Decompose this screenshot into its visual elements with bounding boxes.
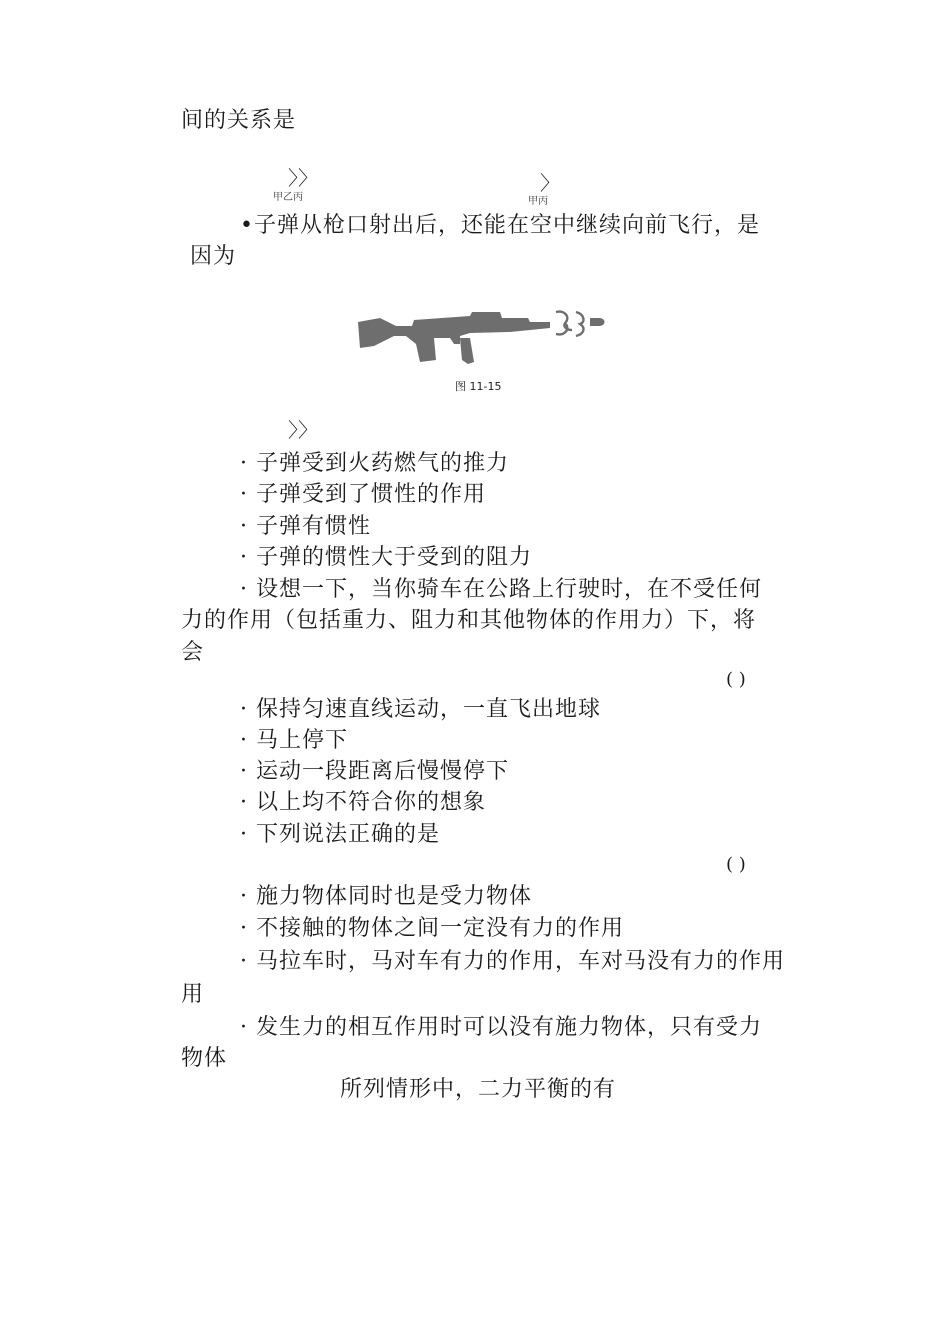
q1-angle-bracket-pair: 〉〉 bbox=[288, 418, 318, 442]
q4-stem: 所列情形中，二力平衡的有 bbox=[340, 1077, 617, 1102]
q2-option-d: · 以上均不符合你的想象 bbox=[240, 790, 486, 815]
label-jiabing: 甲丙 bbox=[528, 196, 548, 207]
muzzle-blast-icon bbox=[556, 312, 583, 336]
q3-option-a: · 施力物体同时也是受力物体 bbox=[240, 884, 532, 909]
q3-stem: · 下列说法正确的是 bbox=[240, 822, 440, 847]
q1-stem-line1: •子弹从枪口射出后，还能在空中继续向前飞行，是 bbox=[240, 213, 760, 238]
q1-option-d: · 子弹的惯性大于受到的阻力 bbox=[240, 545, 532, 570]
q1-option-a: · 子弹受到火药燃气的推力 bbox=[240, 451, 509, 476]
q3-option-d: · 发生力的相互作用时可以没有施力物体，只有受力 bbox=[240, 1015, 762, 1040]
q2-option-c: · 运动一段距离后慢慢停下 bbox=[240, 759, 509, 784]
q2-option-a: · 保持匀速直线运动，一直飞出地球 bbox=[240, 697, 601, 722]
label-jiayibing: 甲乙丙 bbox=[273, 192, 303, 203]
q1-stem-line2: 因为 bbox=[190, 244, 237, 269]
rifle-icon bbox=[358, 312, 550, 364]
q3-answer-paren: ( ) bbox=[726, 854, 746, 875]
angle-bracket-single: 〉 bbox=[540, 171, 560, 195]
q1-option-c: · 子弹有惯性 bbox=[240, 514, 371, 539]
angle-bracket-pair: 〉〉 bbox=[288, 166, 318, 190]
q2-stem-line3: 会 bbox=[181, 640, 205, 665]
rifle-figure bbox=[350, 300, 610, 390]
q3-option-c: · 马拉车时，马对车有力的作用，车对马没有力的作用 bbox=[240, 949, 785, 974]
bullet-icon bbox=[590, 318, 605, 326]
q3-option-c-cont: 用 bbox=[181, 982, 205, 1007]
q3-option-b: · 不接触的物体之间一定没有力的作用 bbox=[240, 916, 624, 941]
q2-stem-line1: · 设想一下，当你骑车在公路上行驶时，在不受任何 bbox=[240, 577, 762, 602]
q3-option-d-cont: 物体 bbox=[181, 1046, 228, 1071]
q1-option-b: · 子弹受到了惯性的作用 bbox=[240, 482, 486, 507]
q2-option-b: · 马上停下 bbox=[240, 728, 348, 753]
figure-caption: 图 11-15 bbox=[455, 380, 502, 393]
q2-stem-line2: 力的作用（包括重力、阻力和其他物体的作用力）下，将 bbox=[181, 608, 757, 633]
intro-text: 间的关系是 bbox=[181, 108, 297, 133]
q2-answer-paren: ( ) bbox=[726, 669, 746, 690]
